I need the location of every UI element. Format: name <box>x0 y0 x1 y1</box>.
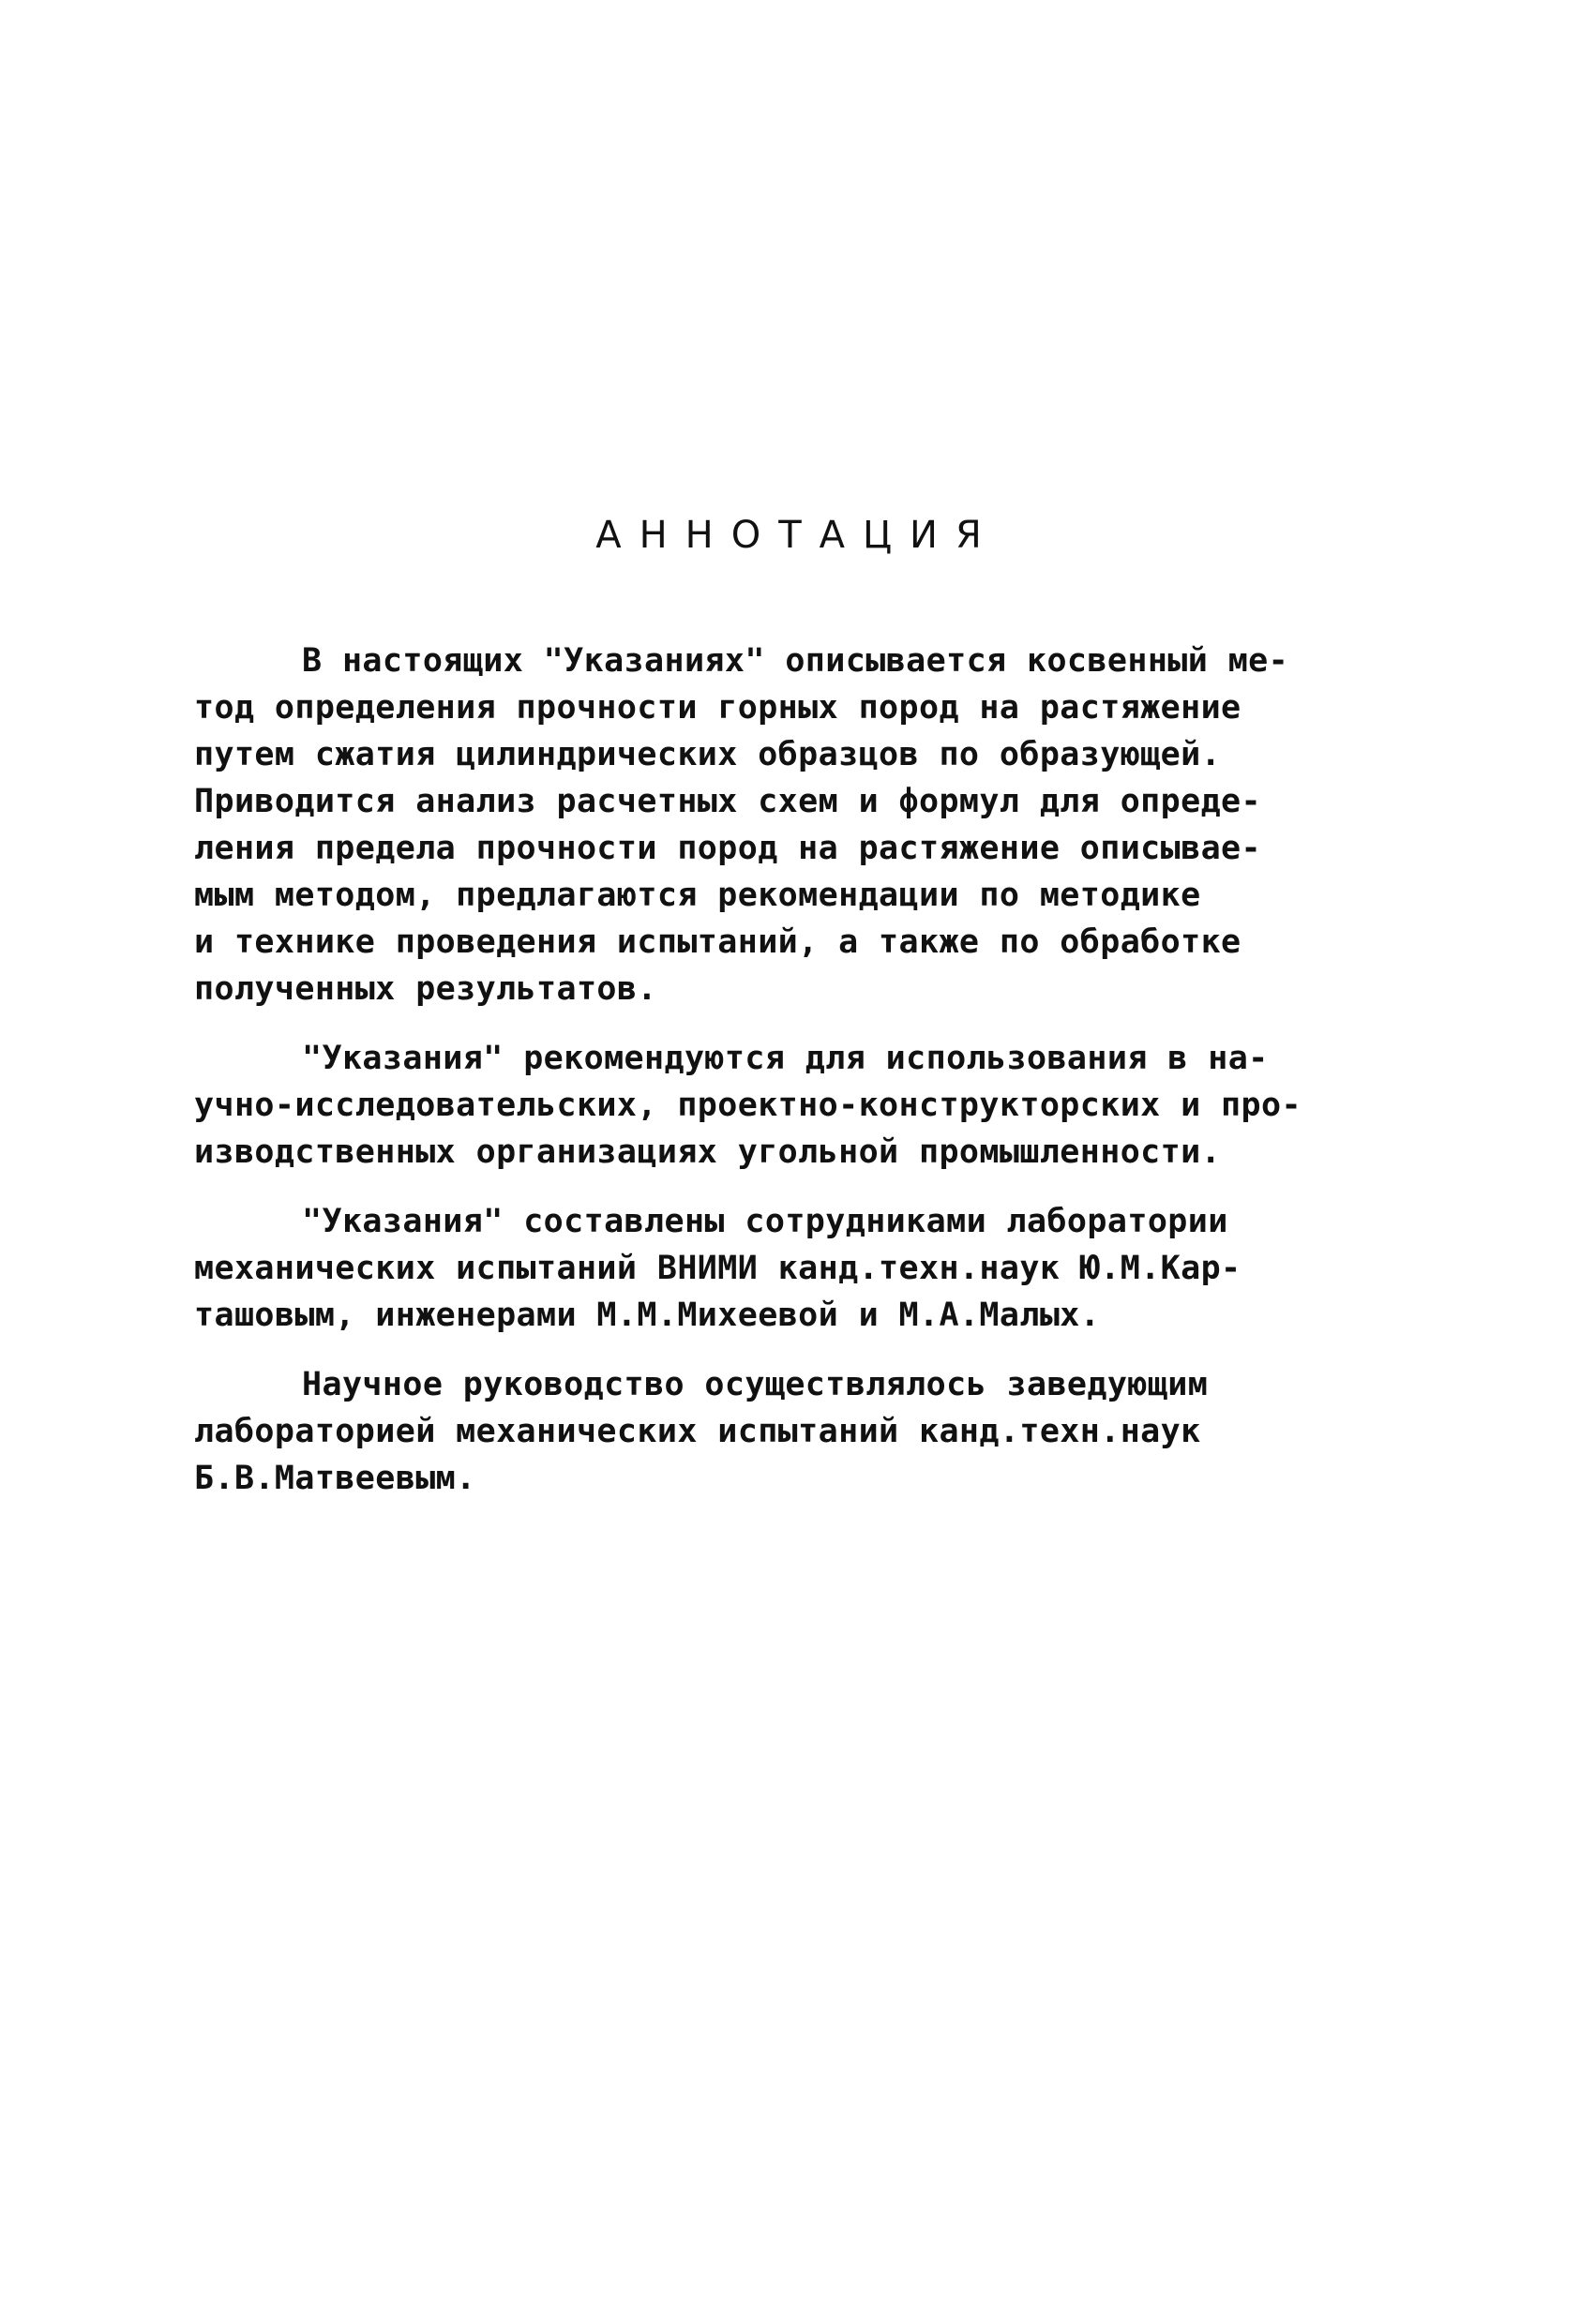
paragraph-1 <box>194 637 1413 1012</box>
paragraph-2 <box>194 1035 1413 1176</box>
text-line: тод определения прочности горных пород на растяжение <box>194 689 1241 727</box>
page-title: АННОТАЦИЯ <box>595 514 1000 557</box>
text-line: изводственных организациях угольной промышленности. <box>194 1133 1222 1171</box>
text-line: Б.В.Матвеевым. <box>194 1460 476 1497</box>
text-line: механических испытаний ВНИМИ канд.техн.наук Ю.М.Кар- <box>194 1250 1241 1287</box>
text-line: "Указания" составлены сотрудниками лаборатории <box>302 1203 1228 1240</box>
text-line: Научное руководство осуществлялось заведующим <box>302 1366 1209 1403</box>
text-line: лабораторией механических испытаний канд.техн.наук <box>194 1413 1201 1450</box>
text-line: мым методом, предлагаются рекомендации по методике <box>194 877 1201 914</box>
text-line: Приводится анализ расчетных схем и формул для опреде- <box>194 783 1262 820</box>
text-line: полученных результатов. <box>194 970 657 1008</box>
paragraph-3 <box>194 1198 1413 1339</box>
text-line: В настоящих "Указаниях" описывается косвенный ме- <box>302 642 1289 680</box>
paragraph-4 <box>194 1361 1413 1502</box>
text-line: учно-исследовательских, проектно-конструкторских и про- <box>194 1087 1302 1124</box>
annotation-body <box>194 637 1413 1524</box>
text-line: ления предела прочности пород на растяжение описывае- <box>194 830 1262 867</box>
text-line: "Указания" рекомендуются для использования в на- <box>302 1040 1269 1077</box>
text-line: ташовым, инженерами М.М.Михеевой и М.А.Малых. <box>194 1297 1101 1334</box>
text-line: и технике проведения испытаний, а также по обработке <box>194 923 1241 961</box>
text-line: путем сжатия цилиндрических образцов по образующей. <box>194 736 1222 773</box>
